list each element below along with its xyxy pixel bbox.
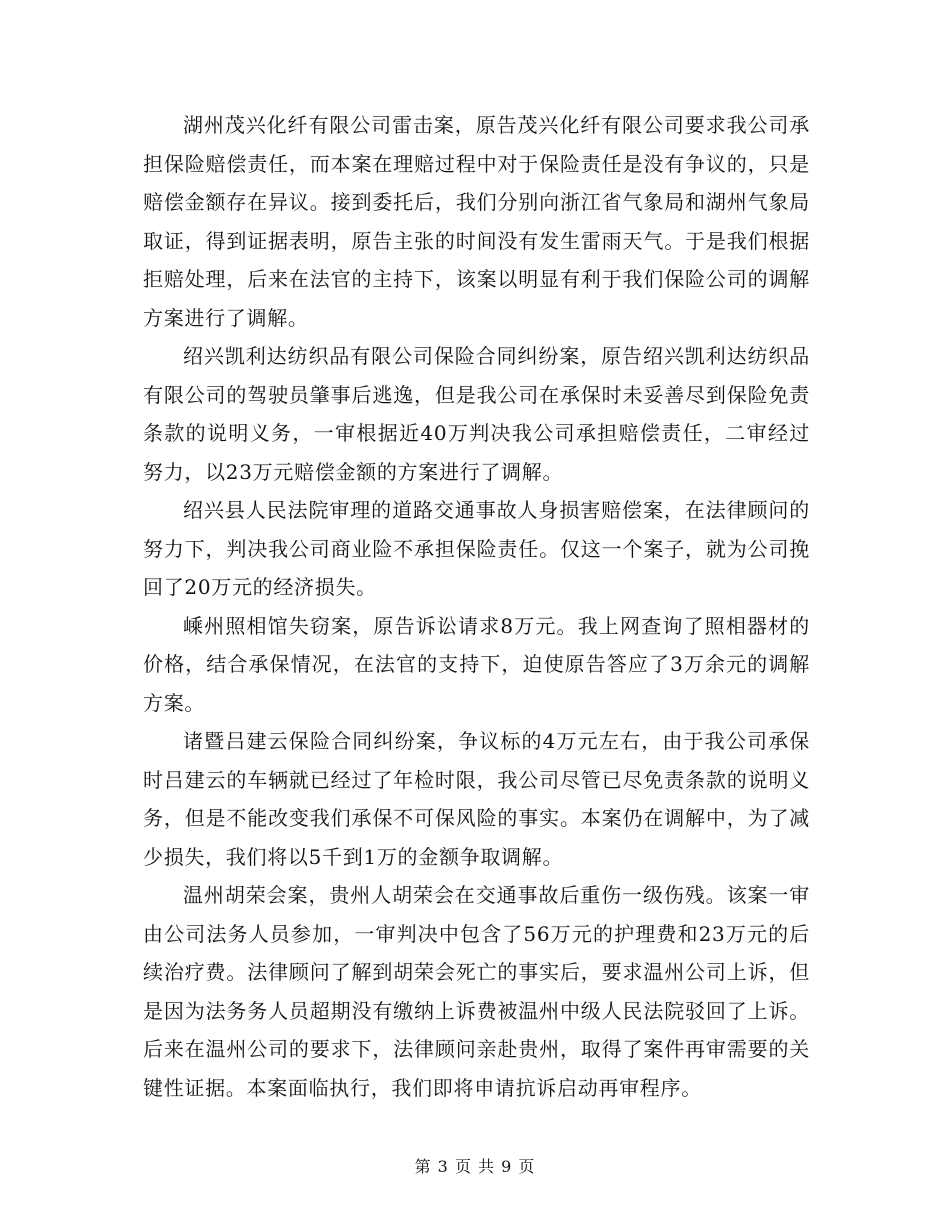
paragraph-shaoxing-kailida-case: 绍兴凯利达纺织品有限公司保险合同纠纷案，原告绍兴凯利达纺织品有限公司的驾驶员肇事后逃逸，但是我公司在承保时未妥善尽到保险免责条款的说明义务，一审根据近40万判决我公司承担赔偿责任，二审经过努力，以23万元赔偿金额的方案进行了调解。 bbox=[143, 344, 810, 484]
paragraph-zhuji-lvjianyun-case: 诸暨吕建云保险合同纠纷案，争议标的4万元左右，由于我公司承保时吕建云的车辆就已经过了年检时限，我公司尽管已尽免责条款的说明义务，但是不能改变我们承保不可保风险的事实。本案仍在调解中，为了减少损失，我们将以5千到1万的金额争取调解。 bbox=[143, 729, 810, 869]
paragraph-shaoxing-traffic-case: 绍兴县人民法院审理的道路交通事故人身损害赔偿案，在法律顾问的努力下，判决我公司商业险不承担保险责任。仅这一个案子，就为公司挽回了20万元的经济损失。 bbox=[143, 498, 810, 599]
paragraph-wenzhou-huronghui-case: 温州胡荣会案，贵州人胡荣会在交通事故后重伤一级伤残。该案一审由公司法务人员参加，一审判决中包含了56万元的护理费和23万元的后续治疗费。法律顾问了解到胡荣会死亡的事实后，要求温州公司上诉，但是因为法务务人员超期没有缴纳上诉费被温州中级人民法院驳回了上诉。后来在温州公司的要求下，法律顾问亲赴贵州，取得了案件再审需要的关键性证据。本案面临执行，我们即将申请抗诉启动再审程序。 bbox=[143, 883, 810, 1100]
paragraph-shengzhou-photo-studio-case: 嵊州照相馆失窃案，原告诉讼请求8万元。我上网查询了照相器材的价格，结合承保情况，在法官的支持下，迫使原告答应了3万余元的调解方案。 bbox=[143, 613, 810, 715]
document-body bbox=[143, 106, 810, 1107]
page-footer bbox=[0, 1154, 950, 1177]
paragraph-huzhou-lightning-case: 湖州茂兴化纤有限公司雷击案，原告茂兴化纤有限公司要求我公司承担保险赔偿责任，而本案在理赔过程中对于保险责任是没有争议的，只是赔偿金额存在异议。接到委托后，我们分别向浙江省气象局和湖州气象局取证，得到证据表明，原告主张的时间没有发生雷雨天气。于是我们根据拒赔处理，后来在法官的主持下，该案以明显有利于我们保险公司的调解方案进行了调解。 bbox=[143, 113, 810, 330]
page-number: 第 3 页 共 9 页 bbox=[414, 1157, 536, 1176]
